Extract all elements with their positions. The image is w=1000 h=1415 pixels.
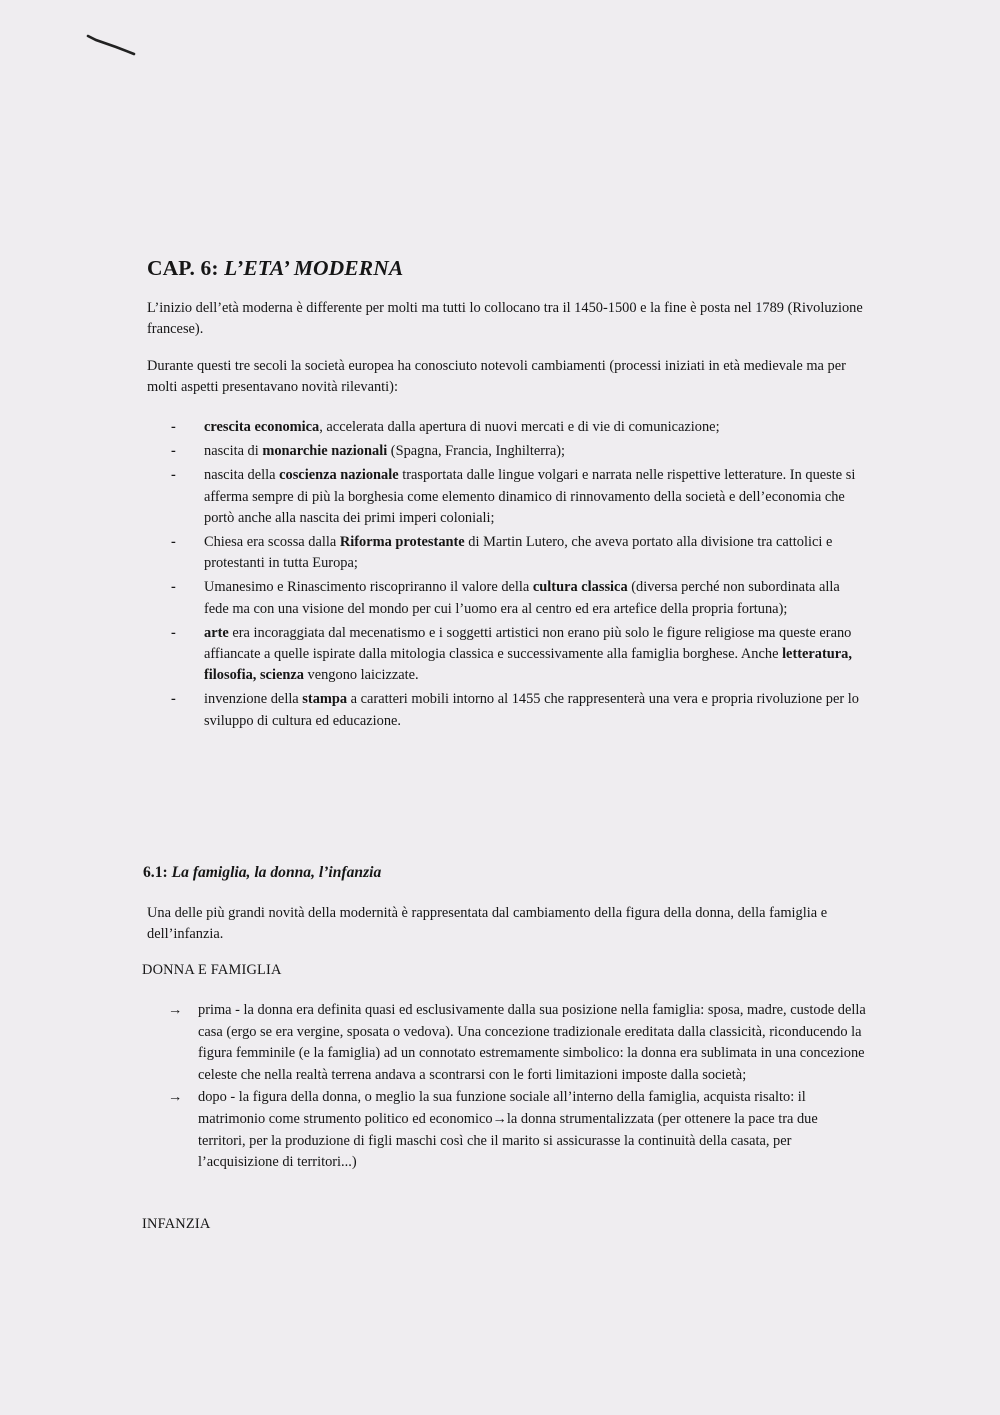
arrow-icon: → xyxy=(168,1089,183,1106)
list-item: → prima - la donna era definita quasi ed esclusivamente dalla sua posizione nella famiglia: sposa, madre, custode della casa (ergo se era vergine, sposata o vedova). Una concezione tradizionale ereditata dalla classicità, riconducendo la figura femminile (e la famiglia) ad un connotato estremamente simbolico: la donna era sublimata in una concezione celeste che nella realtà terrena andava a scontrarsi con le forti limitazioni imposte dalla società; xyxy=(168,1002,866,1083)
list-item: - Umanesimo e Rinascimento riscopriranno il valore della cultura classica (diversa perché non subordinata alla fede ma con una visione del mondo per cui l’uomo era al centro ed era artefice della propria fortuna); xyxy=(171,579,840,617)
section-heading: 6.1: La famiglia, la donna, l’infanzia xyxy=(143,864,382,881)
list-item: - nascita della coscienza nazionale trasportata dalle lingue volgari e narrata nelle rispettive letterature. In queste si afferma sempre di più la borghesia come elemento dinamico di rinnovamento della società e dell’economia che portò anche alla nascita dei primi imperi coloniali; xyxy=(171,467,856,526)
before-after-list xyxy=(168,1000,868,1175)
chapter-title: CAP. 6: L’ETA’ MODERNA xyxy=(147,256,404,280)
intro-paragraph-2: Durante questi tre secoli la società europea ha conosciuto notevoli cambiamenti (processi iniziati in età medievale ma per molti aspetti presentavano novità rilevanti): xyxy=(147,358,846,395)
arrow-icon: → xyxy=(168,1002,183,1018)
list-item: - Chiesa era scossa dalla Riforma protestante di Martin Lutero, che aveva portato alla divisione tra cattolici e protestanti in tutta Europa; xyxy=(171,534,833,572)
intro-paragraph-1: L’inizio dell’età moderna è differente per molti ma tutti lo collocano tra il 1450-1500 e la fine è posta nel 1789 (Rivoluzione francese). xyxy=(147,300,863,337)
list-item: - nascita di monarchie nazionali (Spagna, Francia, Inghilterra); xyxy=(171,443,566,460)
list-item: - arte era incoraggiata dal mecenatismo e i soggetti artistici non erano più solo le figure religiose ma queste erano affiancate a quelle ispirate dalla mitologia classica e successivamente alla famiglia borghese. Anche letteratura, filosofia, scienza vengono laicizzate. xyxy=(171,624,852,684)
section-intro: Una delle più grandi novità della modernità è rappresentata dal cambiamento della figura della donna, della famiglia e dell’infanzia. xyxy=(147,905,828,942)
changes-list xyxy=(147,417,867,735)
list-item: - invenzione della stampa a caratteri mobili intorno al 1455 che rappresenterà una vera e propria rivoluzione per lo sviluppo di cultura ed educazione. xyxy=(171,691,859,729)
pen-mark xyxy=(86,30,138,58)
list-item: - crescita economica, accelerata dalla apertura di nuovi mercati e di vie di comunicazione; xyxy=(171,419,720,435)
list-item: → dopo - la figura della donna, o meglio la sua funzione sociale all’interno della famiglia, acquista risalto: il matrimonio come strumento politico ed economico→la donna strumentalizzata (per ottenere la pace tra due territori, per la produzione di figli maschi così che il marito si assicurasse la continuità della casata, per l’acquisizione di territori...) xyxy=(168,1089,818,1171)
subheading-donna-famiglia: DONNA E FAMIGLIA xyxy=(142,962,282,978)
subheading-infanzia: INFANZIA xyxy=(142,1216,211,1232)
